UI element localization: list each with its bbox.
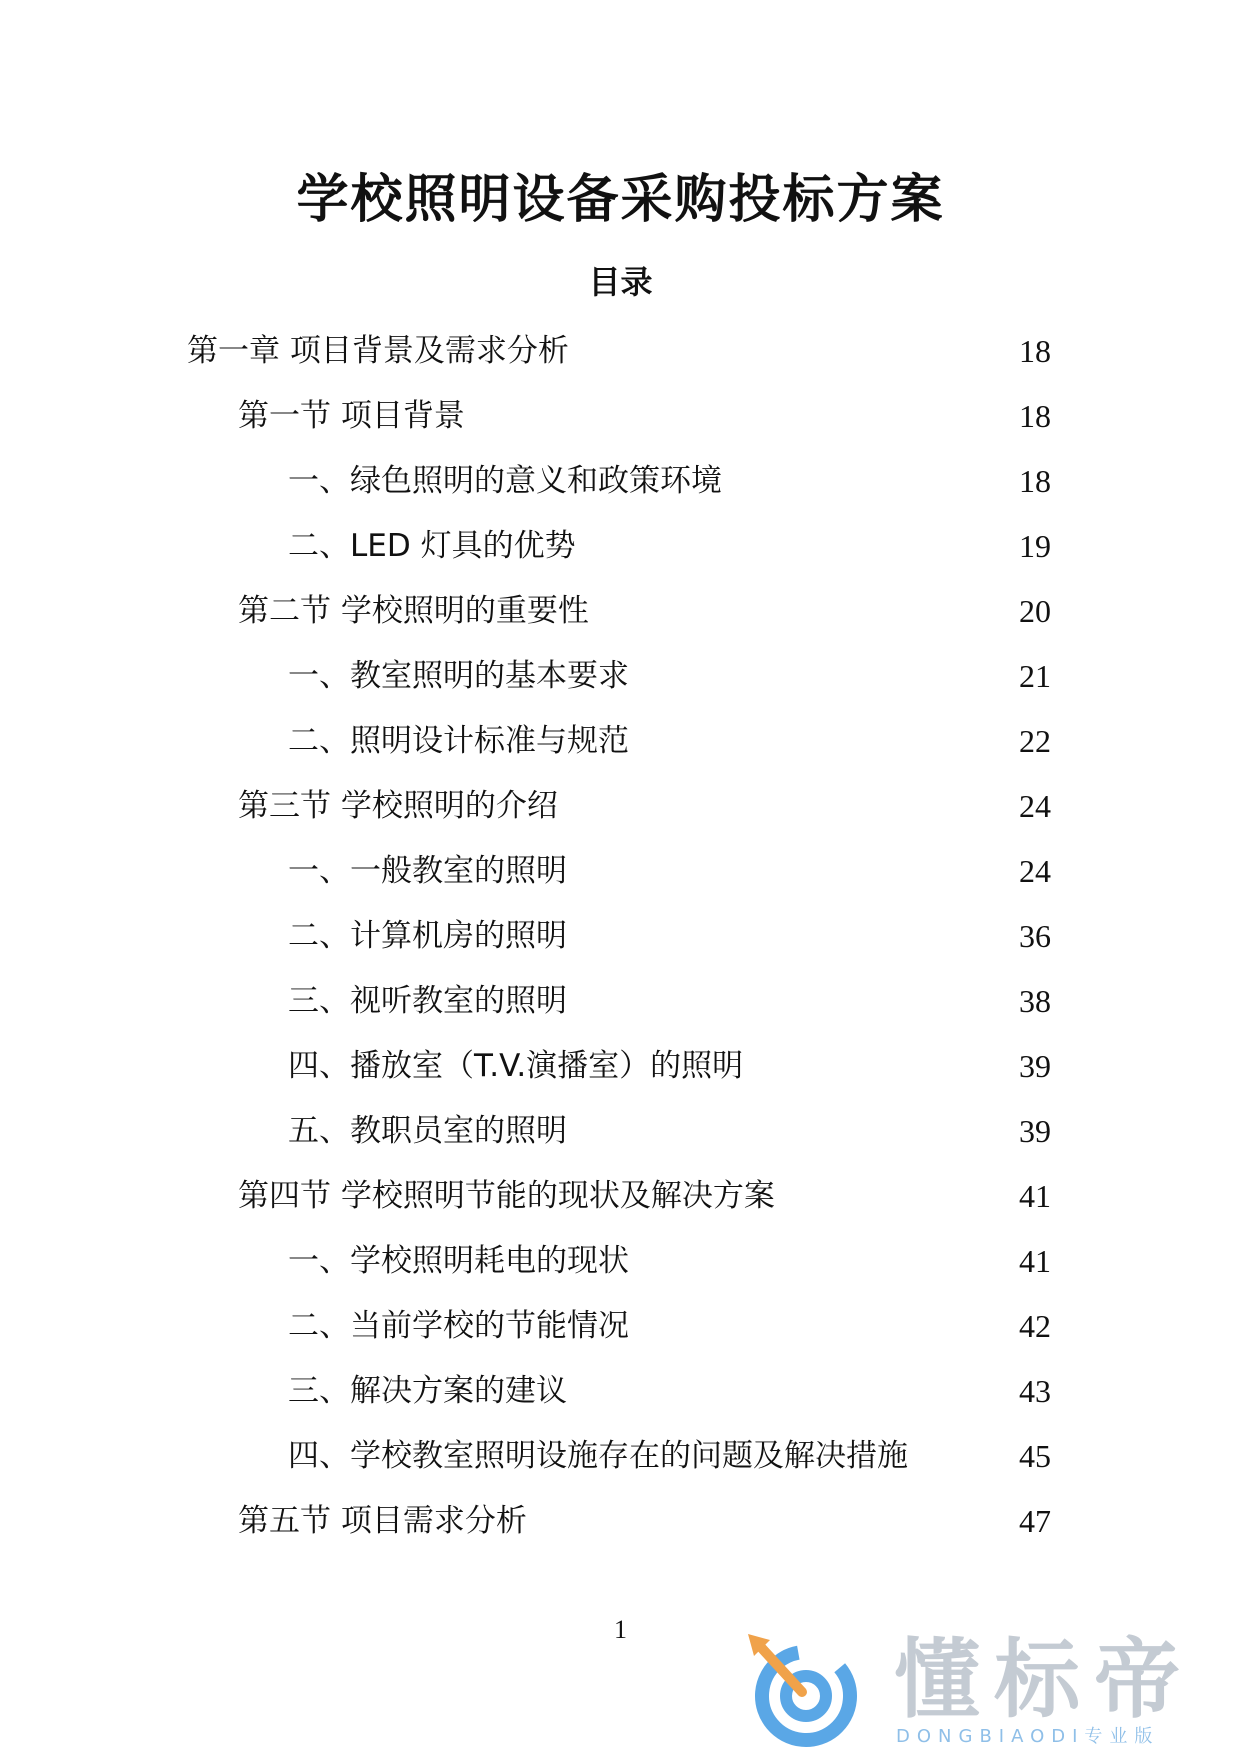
toc-entry-label: 一、绿色照明的意义和政策环境 <box>288 463 722 499</box>
toc-entry <box>0 1170 1241 1235</box>
document-title: 学校照明设备采购投标方案 <box>296 170 945 230</box>
toc-entry <box>0 1495 1241 1560</box>
toc-entry-page: 36 <box>1019 918 1051 954</box>
toc-entry-label: 第一节 项目背景 <box>238 398 465 434</box>
toc-entry-page: 47 <box>1019 1503 1051 1539</box>
toc-entry-label: 一、学校照明耗电的现状 <box>288 1243 629 1279</box>
toc-entry <box>0 975 1241 1040</box>
toc-entry <box>0 1040 1241 1105</box>
toc-entry <box>0 520 1241 585</box>
toc-entry-page: 18 <box>1019 333 1051 369</box>
toc-entry <box>0 910 1241 975</box>
toc-entry <box>0 845 1241 910</box>
toc-entry-page: 42 <box>1019 1308 1051 1344</box>
toc-entry-page: 38 <box>1019 983 1051 1019</box>
toc-entry-page: 41 <box>1019 1178 1051 1214</box>
toc-entry-label: 第二节 学校照明的重要性 <box>238 593 589 629</box>
toc-entry-page: 39 <box>1019 1048 1051 1084</box>
toc-entry-label: 二、当前学校的节能情况 <box>288 1308 629 1344</box>
toc-entry <box>0 1235 1241 1300</box>
toc-entry <box>0 1300 1241 1365</box>
toc-entry-page: 24 <box>1019 853 1051 889</box>
page-number: 1 <box>614 1615 627 1644</box>
toc-entry-label: 三、视听教室的照明 <box>288 983 567 1019</box>
toc-entry-label: 二、照明设计标准与规范 <box>288 723 629 759</box>
toc-entry-label: 二、计算机房的照明 <box>288 918 567 954</box>
toc-entry-label: 第三节 学校照明的介绍 <box>238 788 558 824</box>
table-of-contents <box>0 325 1241 1560</box>
toc-entry <box>0 780 1241 845</box>
watermark <box>744 1630 1224 1750</box>
toc-entry-label: 第四节 学校照明节能的现状及解决方案 <box>238 1178 775 1214</box>
toc-entry-label: 一、教室照明的基本要求 <box>288 658 629 694</box>
toc-entry-label: 四、学校教室照明设施存在的问题及解决措施 <box>288 1438 908 1474</box>
toc-entry <box>0 1105 1241 1170</box>
toc-entry-page: 45 <box>1019 1438 1051 1474</box>
toc-entry-page: 41 <box>1019 1243 1051 1279</box>
toc-entry <box>0 455 1241 520</box>
toc-entry-label: 第五节 项目需求分析 <box>238 1503 527 1539</box>
watermark-brand: 懂标帝 <box>894 1630 1194 1730</box>
toc-entry-page: 18 <box>1019 398 1051 434</box>
toc-entry-page: 21 <box>1019 658 1051 694</box>
toc-entry-label: 三、解决方案的建议 <box>288 1373 567 1409</box>
toc-entry-page: 22 <box>1019 723 1051 759</box>
toc-entry <box>0 650 1241 715</box>
toc-entry-page: 43 <box>1019 1373 1051 1409</box>
toc-entry <box>0 715 1241 780</box>
toc-entry-label: 第一章 项目背景及需求分析 <box>187 333 569 369</box>
toc-entry-label: 五、教职员室的照明 <box>288 1113 567 1149</box>
toc-entry <box>0 1365 1241 1430</box>
toc-entry <box>0 1430 1241 1495</box>
toc-entry-label: 一、一般教室的照明 <box>288 853 567 889</box>
toc-entry-label: 二、LED 灯具的优势 <box>288 528 576 564</box>
toc-entry-page: 19 <box>1019 528 1051 564</box>
toc-entry <box>0 325 1241 390</box>
toc-entry-page: 20 <box>1019 593 1051 629</box>
toc-entry <box>0 390 1241 455</box>
watermark-subtitle: DONGBIAODI专业版 <box>896 1726 1160 1747</box>
toc-entry <box>0 585 1241 650</box>
toc-entry-page: 24 <box>1019 788 1051 824</box>
toc-entry-label: 四、播放室（T.V.演播室）的照明 <box>288 1048 744 1084</box>
toc-entry-page: 18 <box>1019 463 1051 499</box>
toc-heading: 目录 <box>588 263 653 301</box>
toc-entry-page: 39 <box>1019 1113 1051 1149</box>
target-arrow-icon <box>744 1630 864 1750</box>
